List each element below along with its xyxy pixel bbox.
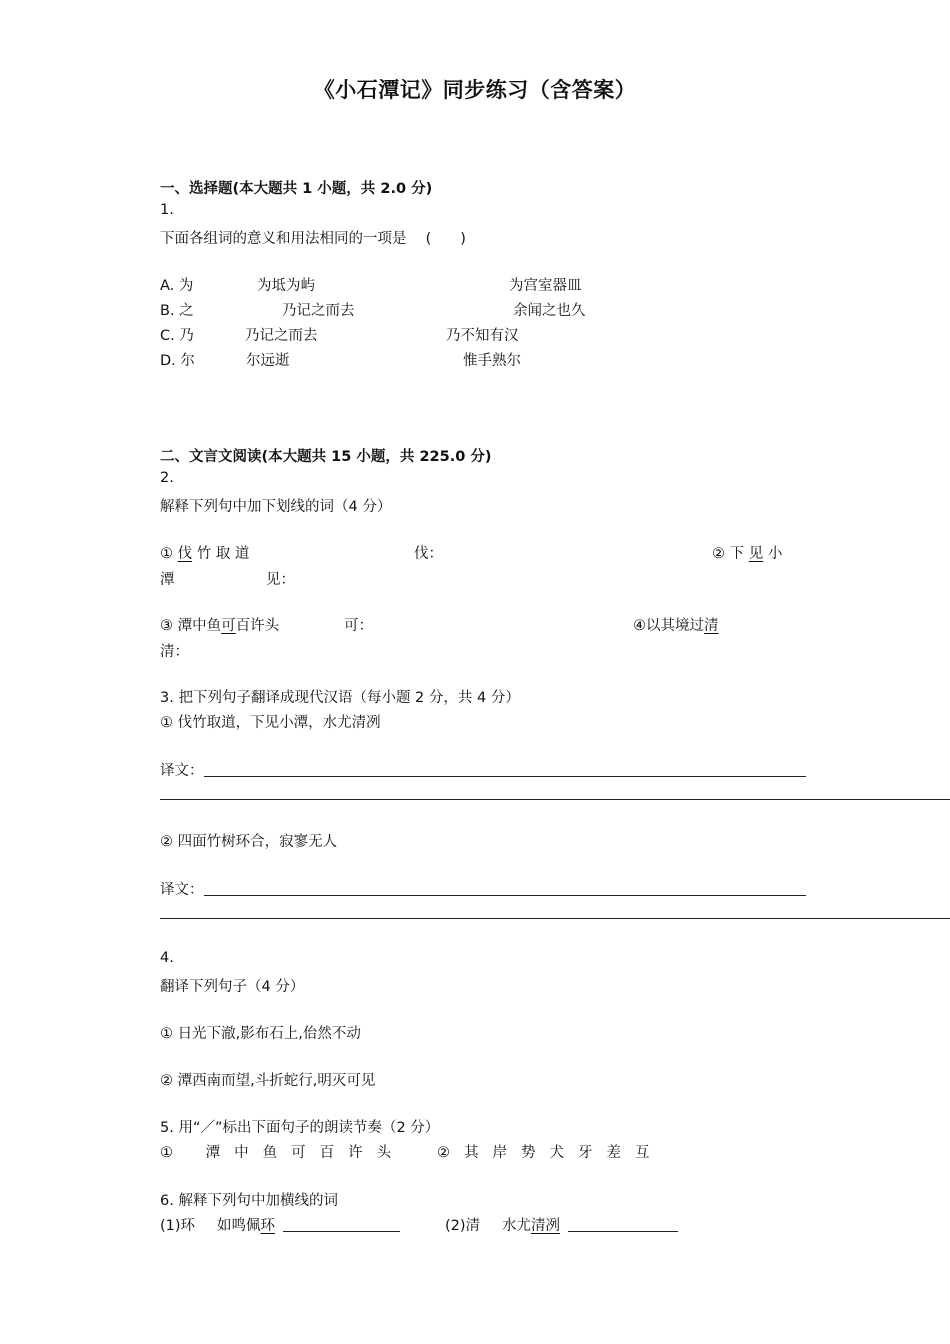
q2-item3-underlined: 可 [221, 618, 236, 634]
q2-item1-underlined: 伐 [177, 546, 193, 562]
q2-item2-underlined: 见 [748, 546, 764, 562]
q2-item1 [160, 542, 249, 563]
q3-answer2-line2[interactable] [160, 918, 950, 919]
q1-number: 1. [160, 202, 174, 218]
section2-header: 二、文言文阅读(本大题共 15 小题，共 225.0 分) [160, 449, 492, 465]
q2-item3 [160, 614, 279, 635]
q2-item3-key: 可： [344, 618, 373, 634]
q3-stem: 3. 把下列句子翻译成现代汉语（每小题 2 分，共 4 分） [160, 690, 520, 706]
q1-stem: 下面各组词的意义和用法相同的一项是 ( ) [160, 231, 466, 247]
q2-item2-prefix: ② 下 [712, 546, 745, 562]
q6-item1-answer-line[interactable] [283, 1231, 400, 1232]
q4-stem: 翻译下列句子（4 分） [160, 979, 305, 995]
q2-item1-key: 伐： [414, 546, 443, 562]
q2-number: 2. [160, 470, 174, 486]
q6-item2-answer-line[interactable] [568, 1231, 678, 1232]
q6-item1-label: (1)环 [160, 1218, 196, 1234]
q4-sentence2: ② 潭西南而望,斗折蛇行,明灭可见 [160, 1073, 376, 1089]
q3-sentence1: ① 伐竹取道，下见小潭，水尤清冽 [160, 715, 381, 731]
q1-option-c-label: C. 乃 [160, 328, 194, 344]
q2-stem: 解释下列句中加下划线的词（4 分） [160, 499, 392, 515]
q1-option-a-left: 为坻为屿 [257, 278, 315, 294]
q4-number: 4. [160, 950, 174, 966]
q1-option-a-label: A. 为 [160, 278, 194, 294]
q3-answer1-line2[interactable] [160, 799, 950, 800]
q2-item1-mark: ① [160, 546, 173, 562]
q3-answer1-label: 译文： [160, 763, 204, 779]
q3-answer2-line[interactable] [204, 895, 806, 896]
q2-item1-rest: 竹 取 道 [196, 546, 250, 562]
q6-item2-label: (2)清 [445, 1218, 481, 1234]
q4-sentence1: ① 日光下澈,影布石上,佁然不动 [160, 1026, 361, 1042]
q3-answer2-label: 译文： [160, 882, 204, 898]
q1-option-b-label: B. 之 [160, 303, 194, 319]
q6-item1-pre: 如鸣佩 [217, 1218, 261, 1234]
q1-option-d-right: 惟手熟尔 [463, 353, 521, 369]
q6-item1-sentence [217, 1214, 275, 1235]
q1-option-d-left: 尔远逝 [246, 353, 290, 369]
q5-sentence1: ① 潭中鱼可百许头 [160, 1145, 406, 1161]
page-title: 《小石潭记》同步练习（含答案） [313, 78, 637, 102]
section1-header: 一、选择题(本大题共 1 小题，共 2.0 分) [160, 181, 433, 197]
q2-item2-key: 见： [266, 572, 295, 588]
q5-stem: 5. 用“／”标出下面句子的朗读节奏（2 分） [160, 1120, 440, 1136]
q1-option-b-right: 余闻之也久 [513, 303, 586, 319]
q2-item2 [712, 542, 782, 563]
q1-option-a-right: 为宫室器皿 [509, 278, 582, 294]
q1-option-b-left: 乃记之而去 [282, 303, 355, 319]
q2-item2-cont: 潭 [160, 572, 175, 588]
q2-item3-pre: ③ 潭中鱼 [160, 618, 222, 634]
q2-item4-key: 清： [160, 644, 189, 660]
q5-sentence2: ②其岸势犬牙差互 [437, 1145, 664, 1161]
q2-item4 [633, 614, 719, 635]
q6-item1-underlined: 环 [260, 1218, 275, 1234]
q3-sentence2: ② 四面竹树环合，寂寥无人 [160, 834, 338, 850]
q3-answer1-line[interactable] [204, 776, 806, 777]
q1-option-d-label: D. 尔 [160, 353, 195, 369]
q1-option-c-left: 乃记之而去 [245, 328, 318, 344]
q2-item2-rest: 小 [767, 546, 783, 562]
q6-item2-underlined: 清冽 [531, 1218, 560, 1234]
q6-stem: 6. 解释下列句中加横线的词 [160, 1193, 338, 1209]
q1-option-c-right: 乃不知有汉 [446, 328, 519, 344]
q6-item2-sentence [502, 1214, 560, 1235]
q6-item2-pre: 水尤 [502, 1218, 531, 1234]
q2-item4-pre: ④以其境过 [633, 618, 704, 634]
q2-item3-rest: 百许头 [235, 618, 280, 634]
q2-item4-underlined: 清 [704, 618, 719, 634]
